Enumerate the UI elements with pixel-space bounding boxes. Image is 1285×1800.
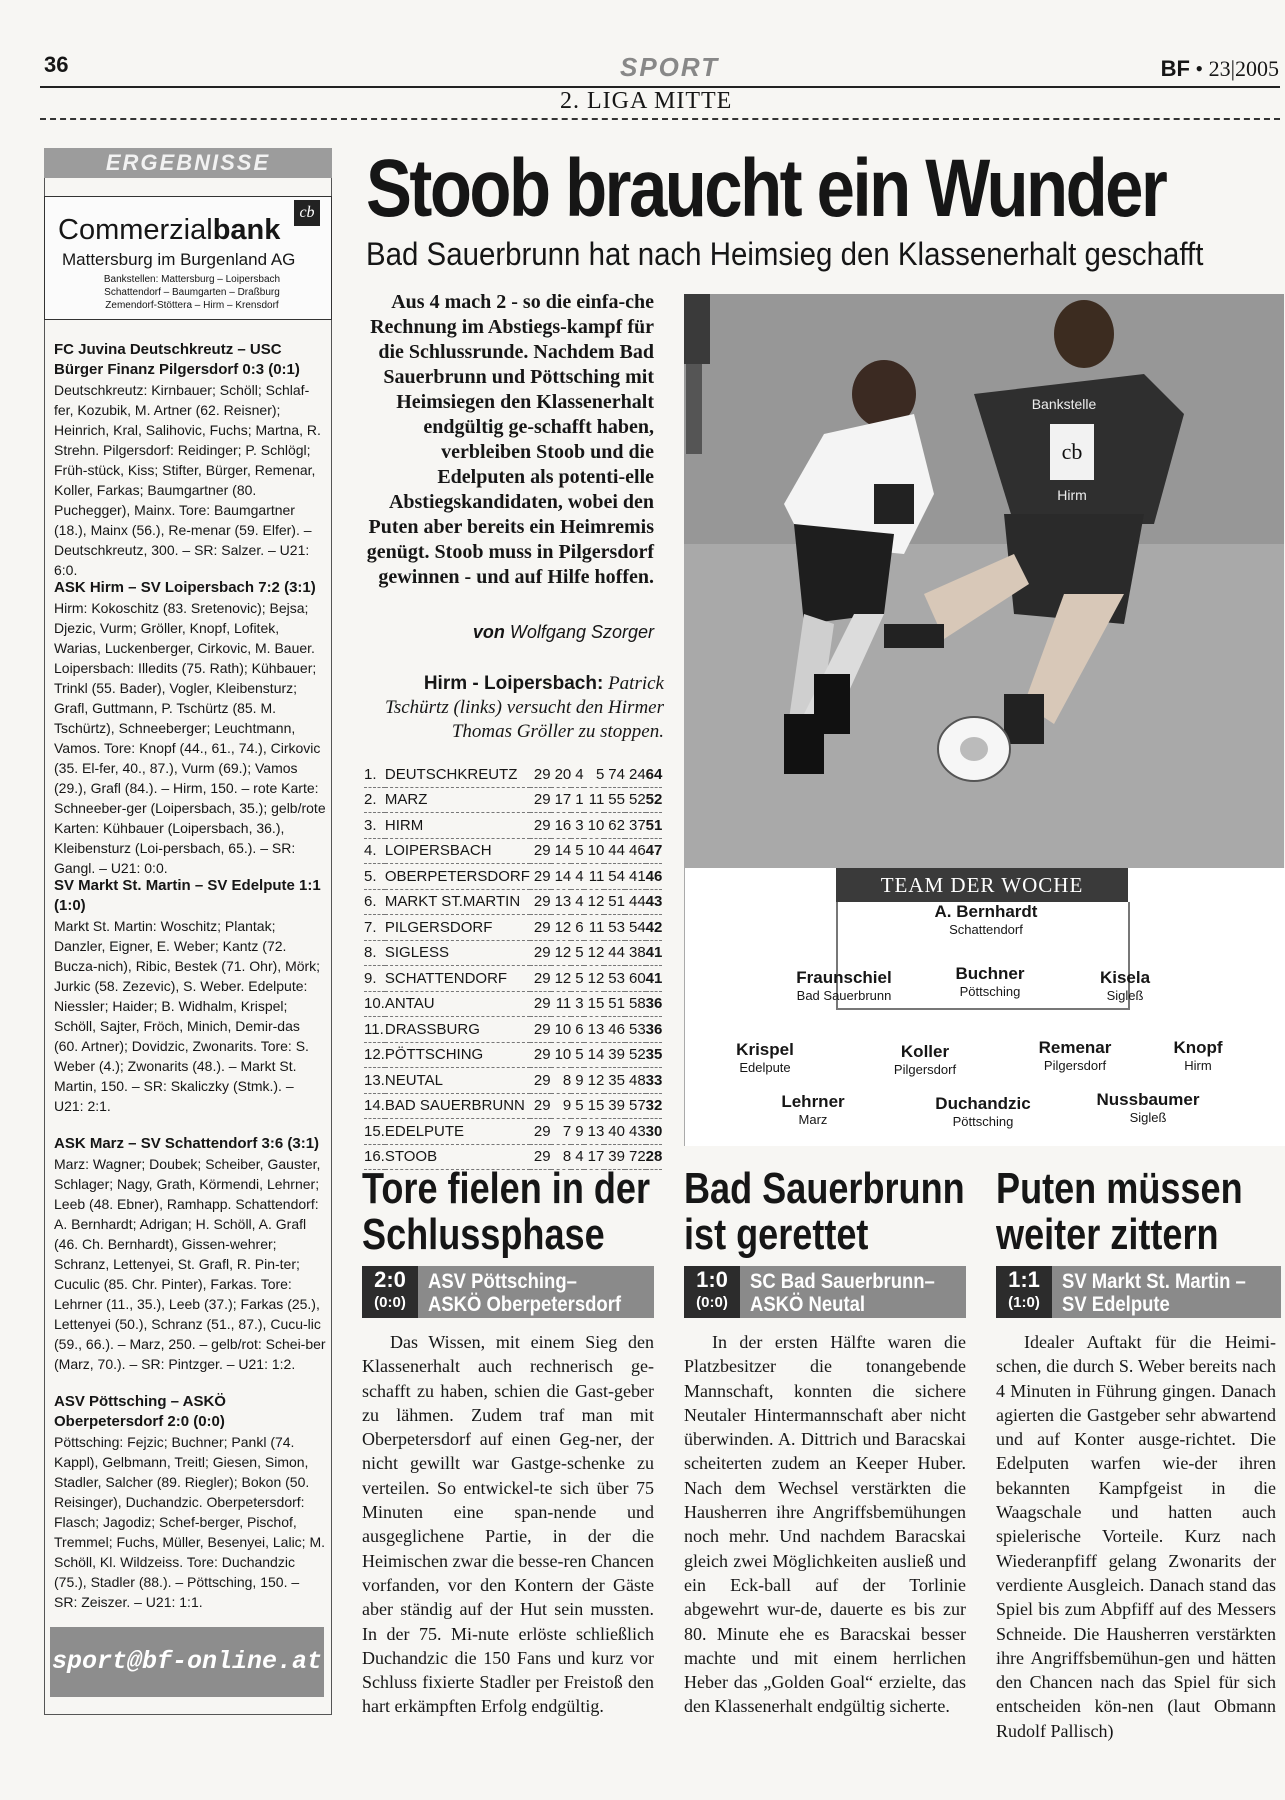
- score-box: [362, 1266, 654, 1318]
- article-headline: [684, 1166, 965, 1258]
- match-photo: [684, 294, 1284, 868]
- sponsor-branches-1: Bankstellen: Mattersburg – Loipersbach: [103, 274, 281, 285]
- standings-gf: 39: [604, 1093, 625, 1119]
- away-team: ASKÖ Oberpetersdorf: [428, 1293, 622, 1316]
- player-club: Marz: [798, 1112, 828, 1127]
- player-club: Bad Sauerbrunn: [796, 988, 892, 1003]
- team-player: [1060, 968, 1190, 1003]
- team-player: [1138, 1038, 1258, 1073]
- final-score: 2:0: [374, 1267, 406, 1292]
- player-name: Buchner: [955, 964, 1025, 983]
- standings-w: 8: [551, 1144, 572, 1170]
- standings-team: DRASSBURG: [385, 1017, 530, 1043]
- standings-l: 15: [584, 991, 605, 1017]
- standings-pts: 42: [646, 915, 663, 941]
- standings-gf: 55: [604, 787, 625, 813]
- standings-p: 29: [530, 1144, 551, 1170]
- standings-p: 29: [530, 1093, 551, 1119]
- match-result: [54, 578, 326, 878]
- player-club: Schattendorf: [949, 922, 1023, 937]
- standings-l: 10: [584, 813, 605, 839]
- standings-team: HIRM: [385, 813, 530, 839]
- standings-p: 29: [530, 813, 551, 839]
- standings-l: 11: [584, 915, 605, 941]
- article-text: Idealer Auftakt für die Heimi-schen, die durch S. Weber bereits nach 4 Minuten in Führung gingen. Danach agierten die Gastgeber sehr abwartend und auf Konter ausge-richtet. Die Edelputen warfen wie-der ihren bekannten Kampfgeist in die Waagschale und hatten auch spielerische Vorteile. Kurz nach Wiederanpfiff gelang Zwonarits der verdiente Ausgleich. Danach stand das Spiel bis zum Abpfiff auf des Messers Schneide. Die Hausherren verstärkten ihre Angriffsbemühun-gen und hätten den Chancen nach das Spiel für sich entscheiden kön-nen (laut Obmann Rudolf Pallisch): [996, 1332, 1276, 1741]
- score-result: [996, 1266, 1052, 1318]
- team-player: [1078, 1090, 1218, 1125]
- article-body: [996, 1330, 1276, 1743]
- standings-l: 12: [584, 966, 605, 992]
- standings-rank: 11.: [364, 1017, 385, 1043]
- standings-d: 5: [571, 1042, 583, 1068]
- standings-l: 11: [584, 787, 605, 813]
- score-box: [996, 1266, 1281, 1318]
- standings-pts: 36: [646, 991, 663, 1017]
- final-score: 1:1: [1008, 1267, 1040, 1292]
- article-text: In der ersten Hälfte waren die Platzbesitzer die tonangebende Mannschaft, konnten die sichere Neutaler Hintermannschaft aber nicht überwinden. A. Dittrich und Baracskai scheiterten zudem an Keeper Huber. Nach dem Wechsel verstärkten die Hausherren ihre Angriffsbemühungen noch mehr. Und nachdem Baracskai gleich zwei Möglichkeiten ausließ und ein Eck-ball auf der Torlinie abgewehrt wur-de, dauerte es bis zur 80. Minute ehe es Baracskai besser machte und mit einem herrlichen Heber das „Golden Goal“ erzielte, das den Klassenerhalt endgültig sicherte.: [684, 1332, 966, 1717]
- photo-caption: [364, 672, 664, 744]
- standings-p: 29: [530, 864, 551, 890]
- subheadline: Bad Sauerbrunn hat nach Heimsieg den Klassenerhalt geschafft: [366, 236, 1204, 272]
- team-player: [906, 902, 1066, 937]
- sponsor-branches-3: Zemendorf-Stöttera – Hirm – Krensdorf: [105, 300, 279, 311]
- standings-ga: 44: [625, 889, 646, 915]
- sponsor-name-bold: bank: [212, 214, 281, 246]
- league-table: [364, 762, 662, 1170]
- standings-gf: 40: [604, 1119, 625, 1145]
- standings-w: 12: [551, 915, 572, 941]
- standings-ga: 60: [625, 966, 646, 992]
- team-player: [860, 1042, 990, 1077]
- player-name: Remenar: [1038, 1038, 1112, 1057]
- standings-pts: 33: [646, 1068, 663, 1094]
- table-row: [364, 991, 662, 1017]
- table-row: [364, 1119, 662, 1145]
- standings-team: STOOB: [385, 1144, 530, 1170]
- standings-p: 29: [530, 1017, 551, 1043]
- standings-gf: 44: [604, 838, 625, 864]
- team-player: [748, 1092, 878, 1127]
- standings-p: 29: [530, 991, 551, 1017]
- standings-p: 29: [530, 889, 551, 915]
- standings-ga: 37: [625, 813, 646, 839]
- player-name: Duchandzic: [935, 1094, 1031, 1113]
- standings-l: 12: [584, 1068, 605, 1094]
- standings-d: 1: [571, 787, 583, 813]
- standings-rank: 1.: [364, 762, 385, 787]
- standings-gf: 74: [604, 762, 625, 787]
- standings-rank: 14.: [364, 1093, 385, 1119]
- match-title: ASV Pöttsching – ASKÖ Oberpetersdorf 2:0 (0:0): [54, 1393, 226, 1430]
- standings-gf: 53: [604, 966, 625, 992]
- standings-pts: 35: [646, 1042, 663, 1068]
- table-row: [364, 864, 662, 890]
- standings-rank: 15.: [364, 1119, 385, 1145]
- standings-gf: 35: [604, 1068, 625, 1094]
- standings-rank: 9.: [364, 966, 385, 992]
- article-headline-line: Bad Sauerbrunn: [684, 1164, 965, 1213]
- standings-ga: 52: [625, 787, 646, 813]
- table-row: [364, 838, 662, 864]
- standings-rank: 2.: [364, 787, 385, 813]
- match-title: SV Markt St. Martin – SV Edelpute 1:1 (1:0): [54, 877, 321, 914]
- contact-email[interactable]: sport@bf-online.at: [50, 1627, 324, 1697]
- issue-number: 23|2005: [1208, 56, 1279, 81]
- team-player: [764, 968, 924, 1003]
- standings-rank: 12.: [364, 1042, 385, 1068]
- standings-l: 5: [584, 762, 605, 787]
- standings-l: 17: [584, 1144, 605, 1170]
- article-headline-line: Puten müssen: [996, 1164, 1243, 1213]
- league-title: 2. LIGA MITTE: [560, 88, 733, 114]
- players-illustration: [684, 294, 1284, 868]
- standings-rank: 7.: [364, 915, 385, 941]
- player-club: Sigleß: [1129, 1110, 1167, 1125]
- byline: [420, 622, 654, 643]
- match-result: [54, 1392, 326, 1612]
- standings-d: 4: [571, 864, 583, 890]
- standings-ga: 72: [625, 1144, 646, 1170]
- article-headline-line: Tore fielen in der: [362, 1164, 651, 1213]
- standings-ga: 52: [625, 1042, 646, 1068]
- article-headline-line: ist gerettet: [684, 1210, 869, 1259]
- player-name: Lehrner: [781, 1092, 845, 1111]
- byline-prefix: von: [472, 622, 505, 642]
- standings-p: 29: [530, 1042, 551, 1068]
- shirt-text: Hirm: [1057, 487, 1087, 503]
- standings-rank: 13.: [364, 1068, 385, 1094]
- dashed-rule: [40, 118, 1280, 120]
- table-row: [364, 787, 662, 813]
- article-headline: [362, 1166, 650, 1258]
- standings-l: 10: [584, 838, 605, 864]
- table-row: [364, 915, 662, 941]
- standings-gf: 44: [604, 940, 625, 966]
- sponsor-logo: cb: [294, 200, 320, 226]
- standings-ga: 38: [625, 940, 646, 966]
- article-headline-line: weiter zittern: [996, 1210, 1219, 1259]
- standings-rank: 8.: [364, 940, 385, 966]
- table-row: [364, 1017, 662, 1043]
- standings-d: 4: [571, 762, 583, 787]
- standings-d: 3: [571, 813, 583, 839]
- standings-gf: 51: [604, 889, 625, 915]
- standings-pts: 36: [646, 1017, 663, 1043]
- standings-d: 3: [571, 991, 583, 1017]
- standings-p: 29: [530, 940, 551, 966]
- sponsor-branches-2: Schattendorf – Baumgarten – Draßburg: [104, 287, 280, 298]
- standings-gf: 51: [604, 991, 625, 1017]
- article-headline-line: Schlussphase: [362, 1210, 605, 1259]
- standings-p: 29: [530, 1119, 551, 1145]
- lead-paragraph: Aus 4 mach 2 - so die einfa-che Rechnung im Abstiegs-kampf für die Schlussrunde. Nachdem Bad Sauerbrunn und Pöttsching mit Heimsiegen den Klassenerhalt endgültig ge-schafft haben, verbleiben Stoob und die Edelputen als potenti-elle Abstiegskandidaten, wobei den Puten aber bereits ein Heimremis genügt. Stoob muss in Pilgersdorf gewinnen - und auf Hilfe hoffen.: [366, 291, 654, 588]
- headline: Stoob braucht ein Wunder: [366, 143, 1166, 234]
- article-headline: [996, 1166, 1243, 1258]
- standings-p: 29: [530, 787, 551, 813]
- match-result: [54, 340, 326, 580]
- standings-pts: 41: [646, 940, 663, 966]
- standings-w: 10: [551, 1017, 572, 1043]
- player-name: A. Bernhardt: [934, 902, 1038, 921]
- team-player: [1010, 1038, 1140, 1073]
- paper-name: BF: [1160, 56, 1190, 81]
- standings-gf: 39: [604, 1042, 625, 1068]
- standings-team: PILGERSDORF: [385, 915, 530, 941]
- standings-d: 5: [571, 940, 583, 966]
- standings-w: 13: [551, 889, 572, 915]
- caption-text: Patrick Tschürtz (links) versucht den Hirmer Thomas Gröller zu stoppen.: [385, 673, 664, 742]
- home-team: SC Bad Sauerbrunn–: [750, 1270, 935, 1293]
- standings-team: MARZ: [385, 787, 530, 813]
- standings-p: 29: [530, 1068, 551, 1094]
- match-details: Markt St. Martin: Woschitz; Plantak; Danzler, Eigner, E. Weber; Kantz (72. Bucza-nich), Ribic, Bestek (71. Ohr), Mörk; Jurkic (58. Zezevic), S. Weber. Edelpute: Niessler; Haider; B. Widhalm, Krispel; Schöll, Sajter, Fröch, Minich, Demir-das (60. Artner); Dovidzic, Zwonarits. Tore: S. Weber (4.); Zwonarits (48.). – Markt St. Martin, 150. – SR: Skaliczky (Stmk.). – U21: 2:1.: [54, 918, 321, 1114]
- team-of-week-title: TEAM DER WOCHE: [836, 868, 1128, 902]
- standings-gf: 39: [604, 1144, 625, 1170]
- standings-l: 14: [584, 1042, 605, 1068]
- standings-team: ANTAU: [385, 991, 530, 1017]
- standings-w: 17: [551, 787, 572, 813]
- standings-pts: 64: [646, 762, 663, 787]
- halftime-score: (0:0): [696, 1294, 728, 1311]
- standings-w: 9: [551, 1093, 572, 1119]
- score-teams: [750, 1270, 935, 1316]
- halftime-score: (1:0): [1008, 1294, 1040, 1311]
- standings-gf: 53: [604, 915, 625, 941]
- standings-ga: 43: [625, 1119, 646, 1145]
- standings-w: 8: [551, 1068, 572, 1094]
- shirt-text: Bankstelle: [1031, 396, 1097, 412]
- table-row: [364, 889, 662, 915]
- standings-pts: 46: [646, 864, 663, 890]
- player-name: Nussbaumer: [1096, 1090, 1200, 1109]
- standings-team: MARKT ST.MARTIN: [385, 889, 530, 915]
- standings-w: 20: [551, 762, 572, 787]
- standings-ga: 57: [625, 1093, 646, 1119]
- player-club: Pilgersdorf: [893, 1062, 957, 1077]
- standings-rank: 5.: [364, 864, 385, 890]
- standings-pts: 47: [646, 838, 663, 864]
- sponsor-subtitle: Mattersburg im Burgenland AG: [62, 250, 296, 269]
- standings-pts: 43: [646, 889, 663, 915]
- standings-pts: 32: [646, 1093, 663, 1119]
- table-row: [364, 966, 662, 992]
- standings-ga: 58: [625, 991, 646, 1017]
- player-name: Knopf: [1173, 1038, 1223, 1057]
- standings-gf: 46: [604, 1017, 625, 1043]
- standings-pts: 52: [646, 787, 663, 813]
- standings-p: 29: [530, 966, 551, 992]
- standings-team: SIGLESS: [385, 940, 530, 966]
- standings-p: 29: [530, 838, 551, 864]
- standings-team: DEUTSCHKREUTZ: [385, 762, 530, 787]
- standings-rank: 10.: [364, 991, 385, 1017]
- author-name: Wolfgang Szorger: [509, 622, 654, 642]
- page-number: 36: [44, 52, 69, 77]
- table-row: [364, 813, 662, 839]
- standings-pts: 30: [646, 1119, 663, 1145]
- standings-rank: 6.: [364, 889, 385, 915]
- standings-w: 12: [551, 966, 572, 992]
- table-row: [364, 1093, 662, 1119]
- team-player: [700, 1040, 830, 1075]
- player-club: Pöttsching: [959, 984, 1021, 999]
- match-result: [54, 876, 326, 1116]
- standings-w: 12: [551, 940, 572, 966]
- standings-w: 16: [551, 813, 572, 839]
- match-details: Marz: Wagner; Doubek; Scheiber, Gauster, Schlager; Nagy, Grath, Körmendi, Lehrner; Leeb (48. Ebner), Ramhapp. Schattendorf: A. Bernhardt; Adrigan; H. Schöll, A. Grafl (46. Ch. Bernhardt), Gissen-wehrer; Schranz, Lettenyei, St. Grafl, R. Pin-ter; Cuculic (85. Chr. Pinter), Farkas. Tore: Lehrner (11., 35.), Leeb (37.); Farkas (25.), Lettenyei (50.), Schranz (51., 87.), Cucu-lic (59., 66.). – Marz, 250. – gelb/rot: Schei-ber (Marz, 70.). – SR: Pintzger. – U21: 1:2.: [54, 1156, 326, 1372]
- table-row: [364, 762, 662, 787]
- match-title: FC Juvina Deutschkreutz – USC Bürger Finanz Pilgersdorf 0:3 (0:1): [54, 341, 300, 378]
- standings-l: 15: [584, 1093, 605, 1119]
- standings-w: 7: [551, 1119, 572, 1145]
- match-title: ASK Hirm – SV Loipersbach 7:2 (3:1): [54, 579, 316, 596]
- standings-d: 4: [571, 1144, 583, 1170]
- player-name: Kisela: [1099, 968, 1151, 987]
- results-band: ERGEBNISSE: [44, 148, 332, 178]
- standings-p: 29: [530, 915, 551, 941]
- final-score: 1:0: [696, 1267, 728, 1292]
- article-body: [362, 1330, 654, 1719]
- standings-ga: 46: [625, 838, 646, 864]
- standings-team: OBERPETERSDORF: [385, 864, 530, 890]
- standings-gf: 54: [604, 864, 625, 890]
- standings-d: 5: [571, 966, 583, 992]
- standings-pts: 51: [646, 813, 663, 839]
- section-title: SPORT: [620, 52, 720, 82]
- player-club: Hirm: [1184, 1058, 1212, 1073]
- article-text: Das Wissen, mit einem Sieg den Klassenerhalt auch rechnerisch ge-schafft zu haben, schien die Gast-geber zu lähmen. Zudem traf man mit Oberpetersdorf auf einen Geg-ner, der nicht gewillt war Gastge-schenke zu verteilen. So entwickel-te sich über 75 Minuten eine span-nende und ausgeglichene Partie, in der die Heimischen zwar die besse-ren Chancen vorfanden, vor den Kontern der Gäste aber ständig auf der Hut sein mussten. In der 75. Mi-nute erlöste schließlich Duchandzic die 150 Fans und kurz vor Schluss fixierte Stadler per Freistoß den hart erkämpften Erfolg endgültig.: [362, 1332, 654, 1717]
- standings-team: NEUTAL: [385, 1068, 530, 1094]
- standings-gf: 62: [604, 813, 625, 839]
- standings-w: 10: [551, 1042, 572, 1068]
- player-club: Sigleß: [1106, 988, 1144, 1003]
- caption-label: Hirm - Loipersbach:: [423, 673, 604, 694]
- away-team: SV Edelpute: [1062, 1293, 1170, 1316]
- table-row: [364, 1068, 662, 1094]
- standings-rank: 16.: [364, 1144, 385, 1170]
- standings-rank: 4.: [364, 838, 385, 864]
- standings-team: SCHATTENDORF: [385, 966, 530, 992]
- score-result: [362, 1266, 418, 1318]
- standings-l: 12: [584, 889, 605, 915]
- score-teams: [1062, 1270, 1246, 1316]
- standings-p: 29: [530, 762, 551, 787]
- table-row: [364, 940, 662, 966]
- team-player: [910, 964, 1070, 999]
- standings-l: 12: [584, 940, 605, 966]
- standings-ga: 53: [625, 1017, 646, 1043]
- home-team: SV Markt St. Martin –: [1062, 1270, 1246, 1293]
- away-team: ASKÖ Neutal: [750, 1293, 866, 1316]
- sponsor-name-regular: Commerzial: [58, 214, 213, 246]
- player-club: Pöttsching: [952, 1114, 1014, 1129]
- standings-w: 11: [551, 991, 572, 1017]
- standings-d: 6: [571, 1017, 583, 1043]
- standings-team: LOIPERSBACH: [385, 838, 530, 864]
- standings-l: 11: [584, 864, 605, 890]
- standings-w: 14: [551, 864, 572, 890]
- score-box: [684, 1266, 966, 1318]
- standings-ga: 48: [625, 1068, 646, 1094]
- player-name: Fraunschiel: [796, 968, 892, 987]
- standings-l: 13: [584, 1017, 605, 1043]
- table-row: [364, 1042, 662, 1068]
- player-name: Koller: [900, 1042, 950, 1061]
- standings-d: 6: [571, 915, 583, 941]
- standings-ga: 54: [625, 915, 646, 941]
- standings-team: PÖTTSCHING: [385, 1042, 530, 1068]
- standings-w: 14: [551, 838, 572, 864]
- halftime-score: (0:0): [374, 1294, 406, 1311]
- svg-text:cb: cb: [1061, 439, 1083, 464]
- standings-d: 9: [571, 1068, 583, 1094]
- match-details: Deutschkreutz: Kirnbauer; Schöll; Schlaf-fer, Kozubik, M. Artner (62. Reisner); Heinrich, Kral, Salihovic, Fuchs; Martna, R. Strehn. Pilgersdorf: Reidinger; P. Schlögl; Früh-stück, Kiss; Stifter, Bürger, Remenar, Koller, Farkas; Baumgartner (80. Puchegger), Mainx. Tore: Baumgartner (18.), Mainx (56.), Re-menar (59. Elfer). – Deutschkreutz, 300. – SR: Salzer. – U21: 6:0.: [54, 382, 321, 578]
- standings-ga: 24: [625, 762, 646, 787]
- issue-info: BF • 23|2005: [1160, 56, 1279, 81]
- standings-team: EDELPUTE: [385, 1119, 530, 1145]
- match-details: Hirm: Kokoschitz (83. Sretenovic); Bejsa; Djezic, Vurm; Gröller, Knopf, Lofitek, Warias, Luckenberger, Cirkovic, M. Bauer. Loipersbach: Illedits (75. Rath); Kühbauer; Trinkl (55. Bader), Vogler, Kleibensturz; Grafl, Guttmann, P. Tschürtz (85. M. Tschürtz), Schneeberger; Leuchtmann, Vamos. Tore: Knopf (44., 61., 74.), Cirkovic (35. El-fer, 40., 87.), Vurm (69.); Vamos (29.), Grafl (84.). – Hirm, 150. – rote Karte: Schneeber-ger (Loipersbach, 35.); gelb/rote Karten: Kühbauer (Loipersbach, 36.), Kleibensturz (Loi-persbach, 65.). – SR: Gangl. – U21: 0:0.: [54, 600, 326, 876]
- standings-l: 13: [584, 1119, 605, 1145]
- score-result: [684, 1266, 740, 1318]
- standings-pts: 41: [646, 966, 663, 992]
- standings-d: 5: [571, 838, 583, 864]
- match-result: [54, 1134, 326, 1374]
- player-club: Pilgersdorf: [1043, 1058, 1107, 1073]
- standings-ga: 41: [625, 864, 646, 890]
- standings-d: 9: [571, 1119, 583, 1145]
- standings-team: BAD SAUERBRUNN: [385, 1093, 530, 1119]
- match-details: Pöttsching: Fejzic; Buchner; Pankl (74. Kappl), Gelbmann, Treitl; Giesen, Simon, Stadler, Salcher (89. Riegler); Bokon (50. Reisinger), Duchandzic. Oberpetersdorf: Flasch; Jagodiz; Schef-berger, Pischof, Tremmel; Fuchs, Müller, Besenyei, Lalic; M. Schöll, Kl. Wildzeiss. Tore: Duchandzic (75.), Stadler (88.). – Pöttsching, 150. – SR: Zeiszer. – U21: 1:1.: [54, 1434, 326, 1610]
- standings-d: 4: [571, 889, 583, 915]
- player-club: Edelpute: [739, 1060, 791, 1075]
- match-title: ASK Marz – SV Schattendorf 3:6 (3:1): [54, 1135, 320, 1152]
- score-teams: [428, 1270, 621, 1316]
- home-team: ASV Pöttsching–: [428, 1270, 577, 1293]
- sponsor-name: [58, 214, 280, 247]
- team-player: [908, 1094, 1058, 1129]
- standings-rank: 3.: [364, 813, 385, 839]
- article-body: [684, 1330, 966, 1719]
- standings-pts: 28: [646, 1144, 663, 1170]
- standings-d: 5: [571, 1093, 583, 1119]
- player-name: Krispel: [736, 1040, 794, 1059]
